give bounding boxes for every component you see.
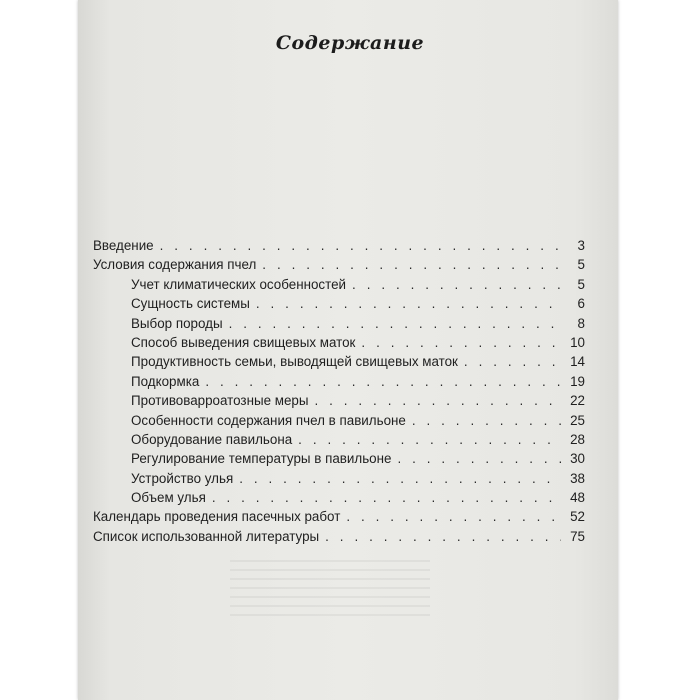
dot-leader bbox=[160, 236, 561, 255]
toc-entry bbox=[93, 372, 585, 391]
toc-entry-page-number: 10 bbox=[570, 334, 585, 350]
toc-entry-page-number: 28 bbox=[570, 431, 585, 447]
toc-entry-page-number: 19 bbox=[570, 373, 585, 389]
toc-entry bbox=[93, 488, 585, 507]
dot-leader bbox=[262, 255, 561, 274]
dot-leader bbox=[325, 527, 561, 546]
toc-entry-page-number: 52 bbox=[570, 509, 585, 525]
toc-entry bbox=[93, 449, 585, 468]
bleed-through-text bbox=[230, 560, 430, 620]
dot-leader bbox=[239, 469, 561, 488]
toc-entry-label: Противоварроатозные меры bbox=[131, 393, 309, 409]
dot-leader bbox=[346, 507, 561, 526]
toc-entry bbox=[93, 527, 585, 546]
toc-entry-label: Введение bbox=[93, 238, 154, 253]
toc-entry bbox=[93, 236, 585, 255]
toc-entry bbox=[93, 430, 585, 449]
toc-entry-page-number: 14 bbox=[570, 354, 585, 370]
toc-entry-label: Условия содержания пчел bbox=[93, 257, 257, 273]
toc-entry-page-number: 3 bbox=[577, 238, 585, 253]
dot-leader bbox=[352, 275, 561, 294]
toc-entry-page-number: 48 bbox=[570, 490, 585, 506]
toc-entry bbox=[93, 255, 585, 274]
dot-leader bbox=[212, 488, 561, 507]
toc-entry-page-number: 8 bbox=[577, 315, 585, 331]
toc-entry-page-number: 38 bbox=[570, 470, 585, 486]
toc-entry bbox=[93, 294, 585, 313]
dot-leader bbox=[314, 391, 561, 410]
toc-entry-page-number: 25 bbox=[570, 412, 585, 428]
toc-entry-page-number: 6 bbox=[577, 296, 585, 312]
toc-entry-label: Сущность системы bbox=[131, 296, 250, 312]
dot-leader bbox=[464, 352, 561, 371]
toc-entry-page-number: 5 bbox=[577, 257, 585, 273]
toc-entry bbox=[93, 275, 585, 294]
toc-entry-label: Список использованной литературы bbox=[93, 528, 320, 544]
toc-entry bbox=[93, 507, 585, 526]
dot-leader bbox=[205, 372, 561, 391]
toc-entry-label: Устройство улья bbox=[131, 470, 234, 486]
toc-entry-label: Продуктивность семьи, выводящей свищевых маток bbox=[131, 354, 458, 370]
toc-entry-page-number: 22 bbox=[570, 393, 585, 409]
toc-entry bbox=[93, 411, 585, 430]
toc-entry-label: Подкормка bbox=[131, 373, 200, 389]
dot-leader bbox=[397, 449, 561, 468]
toc-entry-page-number: 30 bbox=[570, 451, 585, 467]
table-of-contents bbox=[93, 236, 585, 546]
toc-entry-label: Особенности содержания пчел в павильоне bbox=[131, 412, 406, 428]
toc-entry-page-number: 5 bbox=[577, 276, 585, 292]
toc-entry-label: Учет климатических особенностей bbox=[131, 276, 347, 292]
dot-leader bbox=[256, 294, 561, 313]
toc-entry-label: Регулирование температуры в павильоне bbox=[131, 451, 392, 467]
toc-entry-label: Способ выведения свищевых маток bbox=[131, 334, 356, 350]
toc-entry bbox=[93, 352, 585, 371]
toc-entry bbox=[93, 469, 585, 488]
toc-entry-page-number: 75 bbox=[570, 528, 585, 544]
toc-entry bbox=[93, 391, 585, 410]
dot-leader bbox=[229, 314, 561, 333]
toc-entry-label: Объем улья bbox=[131, 490, 206, 506]
toc-entry-label: Выбор породы bbox=[131, 315, 223, 331]
toc-entry bbox=[93, 333, 585, 352]
page-title: Содержание bbox=[275, 32, 425, 54]
dot-leader bbox=[412, 411, 561, 430]
dot-leader bbox=[361, 333, 561, 352]
toc-entry bbox=[93, 314, 585, 333]
dot-leader bbox=[298, 430, 561, 449]
toc-entry-label: Оборудование павильона bbox=[131, 431, 293, 447]
toc-entry-label: Календарь проведения пасечных работ bbox=[93, 509, 341, 525]
